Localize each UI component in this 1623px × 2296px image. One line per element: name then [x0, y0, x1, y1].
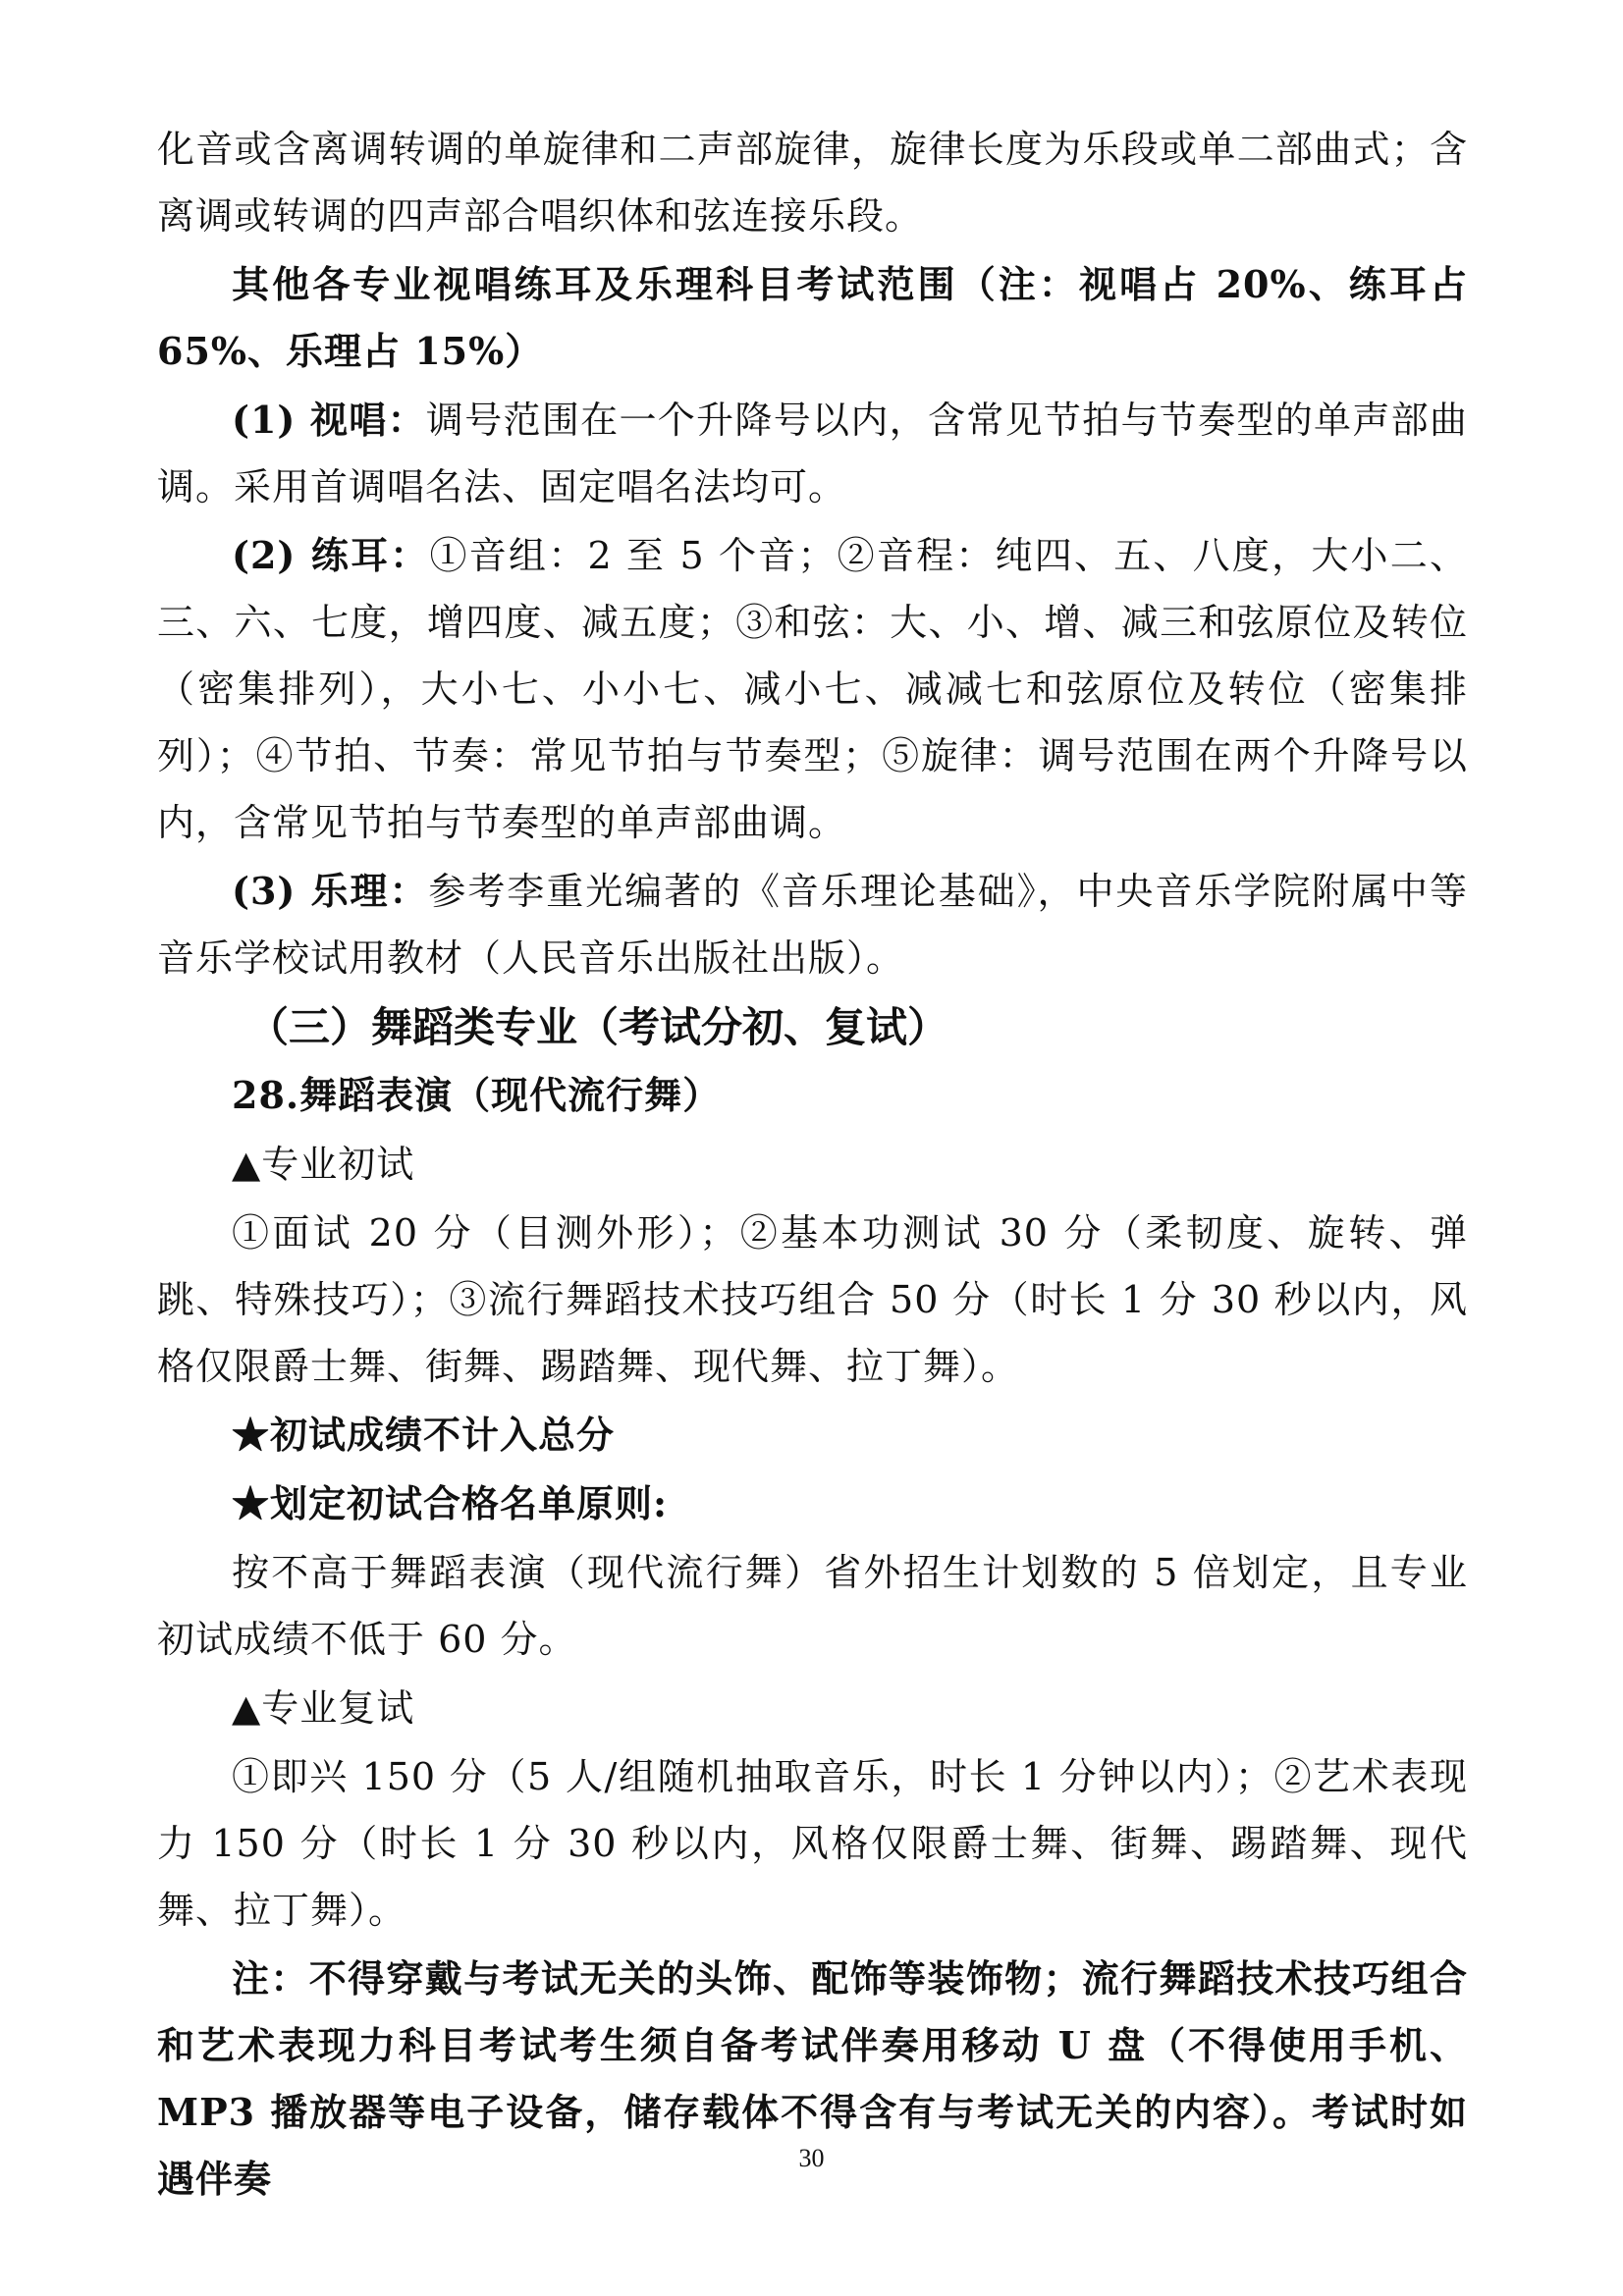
page-number: 30: [798, 2144, 825, 2172]
document-page: [157, 116, 1468, 2215]
paragraph-music-theory: [157, 858, 1468, 991]
section-heading-dance: （三）舞蹈类专业（考试分初、复试）: [247, 1003, 949, 1051]
major-heading-dance-performance: 28.舞蹈表演（现代流行舞）: [232, 1073, 722, 1117]
sight-singing-text: 调号范围在一个升降号以内，含常见节拍与节奏型的单声部曲调。采用首调唱名法、固定唱名法均可。: [157, 399, 1468, 508]
paragraph-theory-scope: 化音或含离调转调的单旋律和二声部旋律，旋律长度为乐段或单二部曲式；含离调或转调的四声部合唱织体和弦连接乐段。: [157, 128, 1468, 238]
second-exam-details: ①即兴 150 分（5 人/组随机抽取音乐，时长 1 分钟以内）；②艺术表现力 150 分（时长 1 分 30 秒以内，风格仅限爵士舞、街舞、踢踏舞、现代舞、拉丁舞）。: [157, 1755, 1468, 1932]
first-exam-score-note: ★初试成绩不计入总分: [232, 1413, 616, 1457]
ear-training-text: ①音组：2 至 5 个音；②音程：纯四、五、八度，大小二、三、六、七度，增四度、减五度；③和弦：大、小、增、减三和弦原位及转位（密集排列），大小七、小小七、减小七、减减七和弦原位及转位（密集排列）；④节拍、节奏：常见节拍与节奏型；⑤旋律：调号范围在两个升降号以内，含常见节拍与节奏型的单声部曲调。: [157, 534, 1469, 844]
qualify-principle-text: 按不高于舞蹈表演（现代流行舞）省外招生计划数的 5 倍划定，且专业初试成绩不低于 60 分。: [157, 1551, 1468, 1661]
paragraph-sight-singing: [157, 387, 1468, 520]
second-exam-title: ▲专业复试: [232, 1686, 415, 1730]
paragraph-ear-training: [157, 522, 1468, 856]
paragraph-other-majors-scope: 其他各专业视唱练耳及乐理科目考试范围（注：视唱占 20%、练耳占 65%、乐理占 15%）: [157, 262, 1468, 373]
first-exam-title: ▲专业初试: [232, 1143, 415, 1186]
exam-note: 注：不得穿戴与考试无关的头饰、配饰等装饰物；流行舞蹈技术技巧组合和艺术表现力科目考试考生须自备考试伴奏用移动 U 盘（不得使用手机、MP3 播放器等电子设备，储存载体不得含有与考试无关的内容）。考试时如遇伴奏: [157, 1956, 1468, 2201]
sight-singing-label: (1) 视唱：: [232, 398, 426, 442]
music-theory-label: (3) 乐理：: [232, 869, 429, 913]
first-exam-details: ①面试 20 分（目测外形）；②基本功测试 30 分（柔韧度、旋转、弹跳、特殊技巧）；③流行舞蹈技术技巧组合 50 分（时长 1 分 30 秒以内，风格仅限爵士舞、街舞、踢踏舞、现代舞、拉丁舞）。: [157, 1211, 1468, 1388]
music-theory-text: 参考李重光编著的《音乐理论基础》，中央音乐学院附属中等音乐学校试用教材（人民音乐出版社出版）。: [157, 870, 1468, 980]
qualify-principle-title: ★划定初试合格名单原则:: [232, 1481, 669, 1525]
ear-training-label: (2) 练耳：: [232, 533, 430, 577]
